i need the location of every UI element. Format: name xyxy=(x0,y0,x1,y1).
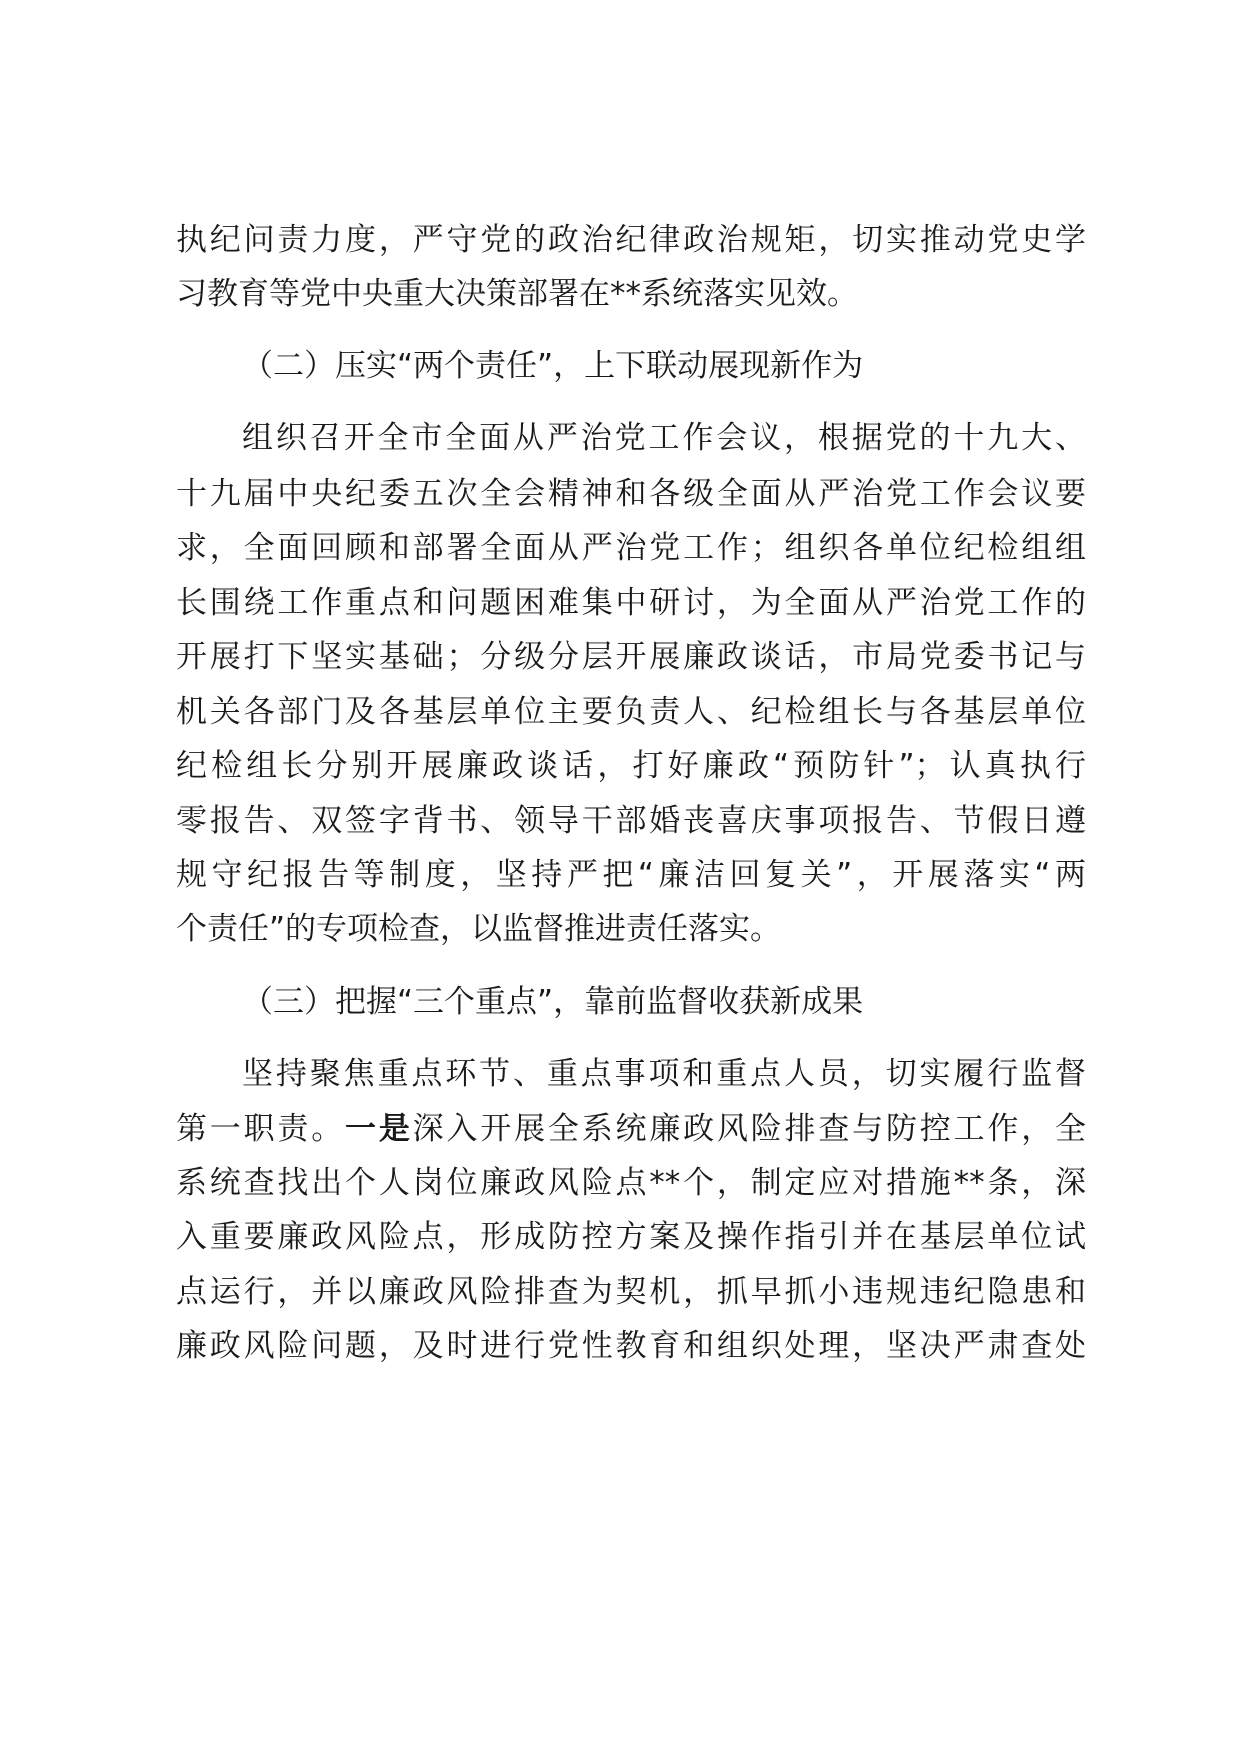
paragraph-line-mixed xyxy=(176,1099,1086,1159)
paragraph-line: 机关各部门及各基层单位主要负责人、纪检组长与各基层单位 xyxy=(176,694,1086,730)
paragraph-text: 深入开展全系统廉政风险排查与防控工作，全 xyxy=(412,1111,1087,1147)
paragraph-line: 规守纪报告等制度，坚持严把“廉洁回复关”，开展落实“两 xyxy=(176,857,1086,893)
paragraph-line: 组织召开全市全面从严治党工作会议，根据党的十九大、 xyxy=(242,420,1086,456)
paragraph-line: 个责任”的专项检查，以监督推进责任落实。 xyxy=(176,911,782,947)
paragraph-line: 求，全面回顾和部署全面从严治党工作；组织各单位纪检组组 xyxy=(176,530,1086,566)
paragraph-line: 纪检组长分别开展廉政谈话，打好廉政“预防针”；认真执行 xyxy=(176,748,1086,784)
paragraph-line: 系统查找出个人岗位廉政风险点**个，制定应对措施**条，深 xyxy=(176,1165,1086,1201)
section-heading-3: （三）把握“三个重点”，靠前监督收获新成果 xyxy=(242,984,864,1020)
section-heading-2: （二）压实“两个责任”，上下联动展现新作为 xyxy=(242,348,864,384)
paragraph-line: 坚持聚焦重点环节、重点事项和重点人员，切实履行监督 xyxy=(242,1056,1086,1092)
paragraph-text: 第一职责。 xyxy=(176,1111,346,1147)
paragraph-line: 习教育等党中央重大决策部署在**系统落实见效。 xyxy=(176,276,858,312)
emphasis-yishi: 一是 xyxy=(345,1111,413,1147)
paragraph-line: 开展打下坚实基础；分级分层开展廉政谈话，市局党委书记与 xyxy=(176,639,1086,675)
paragraph-line: 入重要廉政风险点，形成防控方案及操作指引并在基层单位试 xyxy=(176,1219,1086,1255)
paragraph-line: 执纪问责力度，严守党的政治纪律政治规矩，切实推动党史学 xyxy=(176,222,1086,258)
paragraph-line: 零报告、双签字背书、领导干部婚丧喜庆事项报告、节假日遵 xyxy=(176,803,1086,839)
paragraph-line: 廉政风险问题，及时进行党性教育和组织处理，坚决严肃查处 xyxy=(176,1328,1086,1364)
paragraph-line: 十九届中央纪委五次全会精神和各级全面从严治党工作会议要 xyxy=(176,476,1086,512)
paragraph-line: 长围绕工作重点和问题困难集中研讨，为全面从严治党工作的 xyxy=(176,585,1086,621)
paragraph-line: 点运行，并以廉政风险排查为契机，抓早抓小违规违纪隐患和 xyxy=(176,1274,1086,1310)
